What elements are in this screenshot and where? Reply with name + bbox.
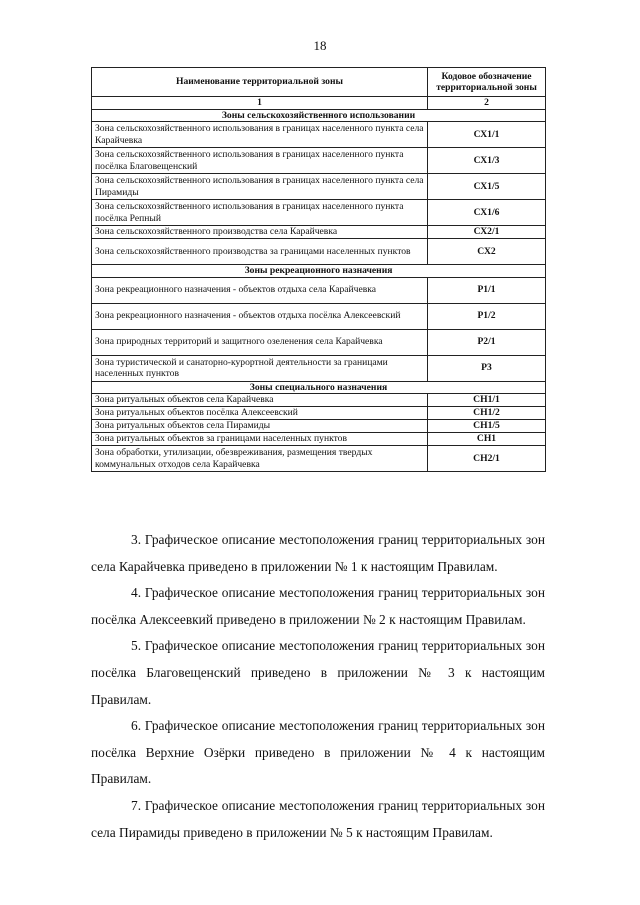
table-row [92, 226, 546, 239]
table-row [92, 433, 546, 446]
zone-name: Зона рекреационного назначения - объектов отдыха посёлка Алексеевский [92, 303, 428, 329]
table-row [92, 407, 546, 420]
paragraph-3: 3. Графическое описание местоположения границ территориальных зон села Карайчевка приведено в приложении № 1 к настоящим Правилам. [91, 532, 545, 574]
zone-name: Зона природных территорий и защитного озеленения села Карайчевка [92, 329, 428, 355]
zone-name: Зона ритуальных объектов села Пирамиды [92, 420, 428, 433]
table-row [92, 329, 546, 355]
page-number: 18 [313, 38, 327, 53]
section-heading-agricultural [92, 109, 546, 122]
zone-code: СН1/5 [428, 420, 546, 433]
table-row [92, 122, 546, 148]
paragraph-7: 7. Графическое описание местоположения границ территориальных зон села Пирамиды приведено в приложении № 5 к настоящим Правилам. [91, 797, 545, 840]
header-zone-code: Кодовое обозначение территориальной зоны [428, 68, 546, 97]
zone-name: Зона сельскохозяйственного использования в границах населенного пункта посёлка Репный [92, 200, 428, 226]
zone-code: Р1/1 [428, 277, 546, 303]
zone-name: Зона туристической и санаторно-курортной деятельности за границами населенных пунктов [92, 355, 428, 381]
table-row [92, 148, 546, 174]
zone-code: Р1/2 [428, 303, 546, 329]
table-row [92, 277, 546, 303]
zone-code: СХ1/3 [428, 148, 546, 174]
zone-code: СХ2/1 [428, 226, 546, 239]
zones-table [91, 67, 546, 472]
section-heading-special [92, 381, 546, 394]
header-zone-name: Наименование территориальной зоны [92, 68, 428, 97]
section-title: Зоны рекреационного назначения [92, 265, 546, 278]
zone-name: Зона сельскохозяйственного использования в границах населенного пункта посёлка Благовещенский [92, 148, 428, 174]
zone-code: СХ1/5 [428, 174, 546, 200]
table-row [92, 200, 546, 226]
section-heading-recreational [92, 265, 546, 278]
zone-name: Зона обработки, утилизации, обезвреживания, размещения твердых коммунальных отходов села Карайчевка [92, 446, 428, 472]
section-title: Зоны сельскохозяйственного использовании [92, 109, 546, 122]
paragraph-6: 6. Графическое описание местоположения границ территориальных зон посёлка Верхние Озёрки приведено в приложении № 4 к настоящим Правилам. [91, 718, 545, 787]
paragraph-5: 5. Графическое описание местоположения границ территориальных зон посёлка Благовещенский приведено в приложении № 3 к настоящим Правилам. [91, 638, 545, 707]
column-number-1: 1 [92, 97, 428, 110]
zone-code: СН2/1 [428, 446, 546, 472]
zone-name: Зона сельскохозяйственного производства села Карайчевка [92, 226, 428, 239]
table-row [92, 303, 546, 329]
zone-code: СН1 [428, 433, 546, 446]
zone-code: Р2/1 [428, 329, 546, 355]
table-row [92, 420, 546, 433]
zone-name: Зона ритуальных объектов посёлка Алексеевский [92, 407, 428, 420]
zone-name: Зона ритуальных объектов села Карайчевка [92, 394, 428, 407]
zone-code: Р3 [428, 355, 546, 381]
zone-code: СХ2 [428, 239, 546, 265]
zone-name: Зона сельскохозяйственного производства за границами населенных пунктов [92, 239, 428, 265]
table-row [92, 174, 546, 200]
zone-code: СН1/1 [428, 394, 546, 407]
column-numbering-row [92, 97, 546, 110]
zone-name: Зона сельскохозяйственного использования в границах населенного пункта села Пирамиды [92, 174, 428, 200]
table-row [92, 239, 546, 265]
zone-name: Зона ритуальных объектов за границами населенных пунктов [92, 433, 428, 446]
table-row [92, 355, 546, 381]
table-header-row [92, 68, 546, 97]
section-title: Зоны специального назначения [92, 381, 546, 394]
zone-code: СН1/2 [428, 407, 546, 420]
column-number-2: 2 [428, 97, 546, 110]
table-row [92, 394, 546, 407]
paragraph-4: 4. Графическое описание местоположения границ территориальных зон посёлка Алексеевкий приведено в приложении № 2 к настоящим Правилам. [91, 585, 545, 627]
zone-code: СХ1/1 [428, 122, 546, 148]
zone-code: СХ1/6 [428, 200, 546, 226]
table-row [92, 446, 546, 472]
zone-name: Зона рекреационного назначения - объектов отдыха села Карайчевка [92, 277, 428, 303]
body-text [91, 527, 545, 846]
zone-name: Зона сельскохозяйственного использования в границах населенного пункта села Карайчевка [92, 122, 428, 148]
